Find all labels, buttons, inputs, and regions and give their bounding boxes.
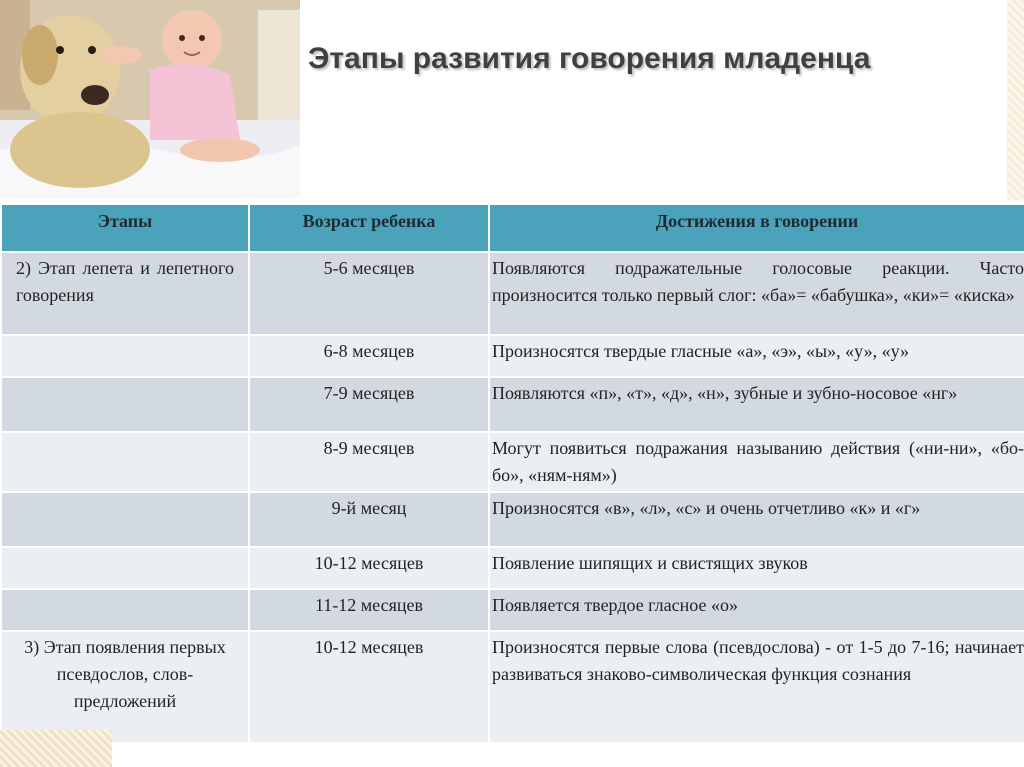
decorative-corner [0,730,112,767]
decorative-stripe [1007,0,1024,200]
stage-cell: 2) Этап лепета и лепетного говорения [1,252,249,335]
table-row [1,589,1024,631]
baby-with-dog-photo [0,0,300,198]
achievement-cell: Появляются подражательные голосовые реакции. Часто произносится только первый слог: «ба»= «бабушка», «ки»= «киска» [489,252,1024,335]
table-row [1,492,1024,547]
table-row [1,335,1024,377]
achievement-cell: Появление шипящих и свистящих звуков [489,547,1024,589]
age-cell: 6-8 месяцев [249,335,489,377]
stage-cell [1,547,249,589]
table-row [1,252,1024,335]
table-header-row [1,204,1024,252]
stage-cell [1,377,249,432]
stage-cell [1,335,249,377]
age-cell: 7-9 месяцев [249,377,489,432]
age-cell: 8-9 месяцев [249,432,489,492]
achievement-cell: Появляется твердое гласное «о» [489,589,1024,631]
stage-cell [1,589,249,631]
table-row [1,547,1024,589]
age-cell: 5-6 месяцев [249,252,489,335]
age-cell: 10-12 месяцев [249,547,489,589]
stage-cell [1,432,249,492]
header-achievements: Достижения в говорении [489,204,1024,252]
stage-cell [1,492,249,547]
age-cell: 9-й месяц [249,492,489,547]
header-age: Возраст ребенка [249,204,489,252]
age-cell: 11-12 месяцев [249,589,489,631]
age-cell: 10-12 месяцев [249,631,489,743]
achievement-cell: Могут появиться подражания называнию действия («ни-ни», «бо-бо», «ням-ням») [489,432,1024,492]
achievement-cell: Появляются «п», «т», «д», «н», зубные и зубно-носовое «нг» [489,377,1024,432]
achievement-cell: Произносятся «в», «л», «с» и очень отчетливо «к» и «г» [489,492,1024,547]
table-row [1,631,1024,743]
table-row [1,432,1024,492]
achievement-cell: Произносятся твердые гласные «а», «э», «ы», «у», «у» [489,335,1024,377]
header-stages: Этапы [1,204,249,252]
stage-cell: 3) Этап появления первых псевдослов, слов-предложений [1,631,249,743]
table-row [1,377,1024,432]
speech-stages-table [0,203,1024,744]
page-title: Этапы развития говорения младенца [308,42,871,75]
achievement-cell: Произносятся первые слова (псевдослова) - от 1-5 до 7-16; начинает развиваться знаково-символическая функция сознания [489,631,1024,743]
